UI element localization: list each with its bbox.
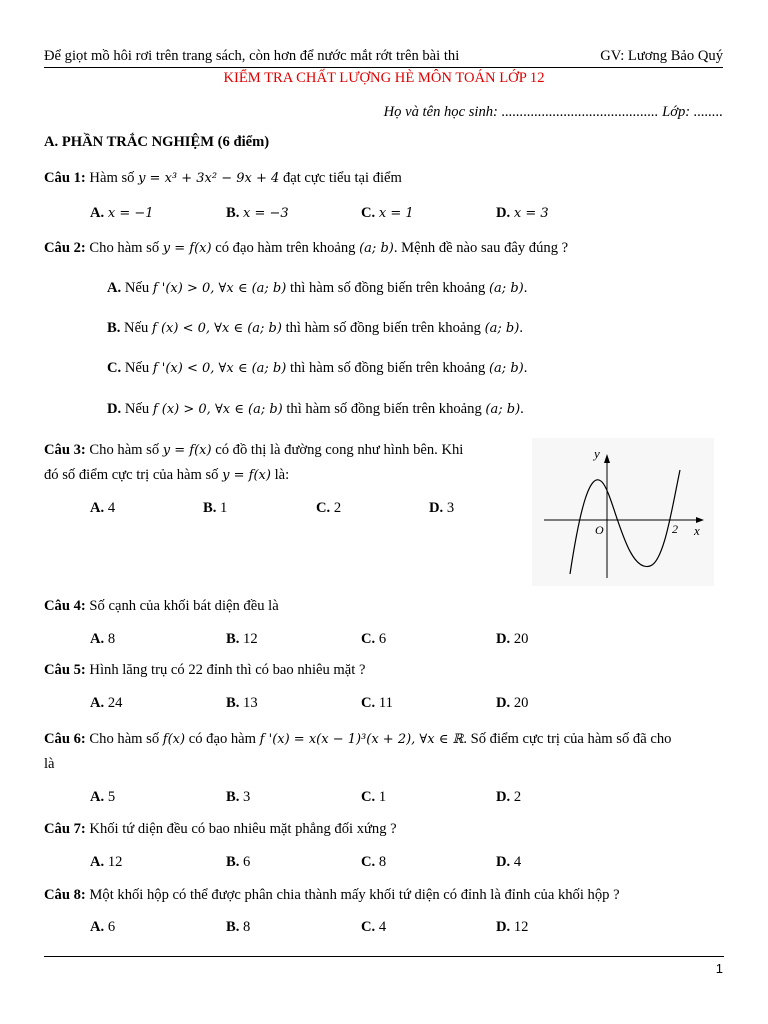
question-text: đạt cực tiểu tại điểm xyxy=(279,170,402,186)
math-expression: (a; b) xyxy=(488,281,524,296)
option-c[interactable] xyxy=(361,854,386,871)
option-text: x = 3 xyxy=(513,206,549,221)
header-divider xyxy=(44,67,723,68)
option-text: 8 xyxy=(243,919,251,935)
question-text: . Số điểm cực trị của hàm số đã cho xyxy=(463,731,672,747)
option-text: 12 xyxy=(243,631,258,647)
question-8 xyxy=(44,887,620,904)
question-text: Một khối hộp có thể được phân chia thành mấy khối tứ diện có đỉnh là đỉnh của khối hộp ? xyxy=(89,887,620,903)
origin-label: O xyxy=(595,523,604,537)
option-text: 2 xyxy=(333,500,342,516)
option-b[interactable] xyxy=(226,919,250,936)
option-key: A. xyxy=(90,205,105,221)
math-expression: f (x) > 0, ∀x ∈ (a; b) xyxy=(152,402,283,417)
option-key: C. xyxy=(361,631,376,647)
option-text: x = 1 xyxy=(378,206,414,221)
option-a[interactable] xyxy=(90,205,154,222)
math-expression: y = f(x) xyxy=(222,468,271,483)
option-key: C. xyxy=(361,205,376,221)
math-expression: f '(x) < 0, ∀x ∈ (a; b) xyxy=(152,361,287,376)
option-key: C. xyxy=(361,695,376,711)
option-text: thì hàm số đồng biến trên khoảng xyxy=(282,401,486,417)
option-text: 5 xyxy=(107,789,116,805)
option-b[interactable] xyxy=(226,854,250,871)
option-end: . xyxy=(523,280,528,296)
option-text: 4 xyxy=(107,500,116,516)
option-key: D. xyxy=(496,919,511,935)
option-text: 13 xyxy=(243,695,258,711)
option-key: A. xyxy=(90,789,105,805)
option-key: A. xyxy=(90,854,105,870)
question-6 xyxy=(44,731,671,748)
math-expression: y = f(x) xyxy=(162,241,212,256)
header-teacher: GV: Lương Bảo Quý xyxy=(600,48,723,64)
question-4 xyxy=(44,598,279,615)
math-expression: f '(x) = x(x − 1)³(x + 2), ∀x ∈ ℝ xyxy=(259,732,464,747)
page-number: 1 xyxy=(715,961,723,976)
option-text: Nếu xyxy=(121,360,153,376)
option-text: 20 xyxy=(513,695,529,711)
option-key: C. xyxy=(361,919,376,935)
option-b[interactable] xyxy=(226,205,289,222)
option-key: D. xyxy=(429,500,444,516)
option-key: C. xyxy=(316,500,331,516)
question-label: Câu 6: xyxy=(44,731,86,747)
option-text: 1 xyxy=(378,789,387,805)
option-b[interactable] xyxy=(226,631,258,648)
option-d[interactable] xyxy=(429,500,454,517)
y-axis-label: y xyxy=(594,446,600,461)
option-text: Nếu xyxy=(121,401,153,417)
question-label: Câu 8: xyxy=(44,887,86,903)
option-key: B. xyxy=(226,789,240,805)
option-b[interactable] xyxy=(226,695,258,712)
option-key: D. xyxy=(496,789,511,805)
question-text: Hình lăng trụ có 22 đỉnh thì có bao nhiêu mặt ? xyxy=(89,662,366,678)
option-text: 12 xyxy=(513,919,529,935)
option-d[interactable] xyxy=(496,919,528,936)
section-title: A. PHẦN TRẮC NGHIỆM (6 điểm) xyxy=(44,134,270,150)
option-d[interactable] xyxy=(496,854,521,871)
question-3 xyxy=(44,442,463,459)
option-text: 4 xyxy=(378,919,387,935)
option-key: B. xyxy=(107,320,121,336)
x-axis-label: x xyxy=(694,523,700,538)
question-label: Câu 2: xyxy=(44,240,86,256)
option-c[interactable] xyxy=(316,500,341,517)
option-a[interactable] xyxy=(90,500,115,517)
footer-divider xyxy=(44,956,724,957)
option-text: 4 xyxy=(513,854,522,870)
question-text: Hàm số xyxy=(89,170,139,186)
function-graph xyxy=(532,438,714,586)
question-1 xyxy=(44,170,402,187)
option-b[interactable] xyxy=(203,500,227,517)
option-key: B. xyxy=(226,695,240,711)
option-a[interactable] xyxy=(90,854,122,871)
math-expression: (a; b) xyxy=(485,402,521,417)
question-label: Câu 4: xyxy=(44,598,86,614)
option-text: 1 xyxy=(220,500,228,516)
question-3-line2 xyxy=(44,467,289,484)
option-text: 3 xyxy=(446,500,455,516)
option-key: D. xyxy=(107,401,122,417)
option-a[interactable] xyxy=(90,789,115,806)
option-c[interactable] xyxy=(361,205,414,222)
option-key: B. xyxy=(226,631,240,647)
option-key: B. xyxy=(226,205,240,221)
math-expression: f(x) xyxy=(162,732,186,747)
question-7 xyxy=(44,821,397,838)
question-text: Cho hàm số xyxy=(89,731,163,747)
option-text: 8 xyxy=(378,854,387,870)
option-d[interactable] xyxy=(107,401,524,418)
option-a[interactable] xyxy=(90,631,115,648)
option-text: 11 xyxy=(378,695,393,711)
option-key: D. xyxy=(496,695,511,711)
option-c[interactable] xyxy=(361,789,386,806)
question-text: Số cạnh của khối bát diện đều là xyxy=(89,598,279,614)
option-text: x = −3 xyxy=(243,206,289,221)
question-text: là: xyxy=(270,467,290,483)
option-text: 2 xyxy=(513,789,522,805)
question-2 xyxy=(44,240,568,257)
question-label: Câu 7: xyxy=(44,821,86,837)
option-text: 12 xyxy=(107,854,123,870)
question-text: Khối tứ diện đều có bao nhiêu mặt phẳng đối xứng ? xyxy=(89,821,397,837)
option-text: Nếu xyxy=(120,320,153,336)
tick-label: 2 xyxy=(672,522,678,536)
option-a[interactable] xyxy=(90,695,122,712)
option-key: B. xyxy=(226,919,240,935)
question-5 xyxy=(44,662,365,679)
option-c[interactable] xyxy=(107,360,527,377)
option-text: 20 xyxy=(513,631,529,647)
option-key: A. xyxy=(90,919,105,935)
option-key: C. xyxy=(107,360,122,376)
option-b[interactable] xyxy=(107,320,523,337)
math-expression: f (x) < 0, ∀x ∈ (a; b) xyxy=(152,321,282,336)
option-end: . xyxy=(519,320,523,336)
option-c[interactable] xyxy=(361,631,386,648)
option-key: C. xyxy=(361,854,376,870)
question-text: đó số điểm cực trị của hàm số xyxy=(44,467,223,483)
option-key: B. xyxy=(203,500,217,516)
option-d[interactable] xyxy=(496,695,528,712)
option-key: D. xyxy=(496,631,511,647)
question-6-line2: là xyxy=(44,756,55,772)
student-info-line: Họ và tên học sinh: ........................................... Lớp: ........ xyxy=(383,104,723,120)
option-b[interactable] xyxy=(226,789,250,806)
math-expression: (a; b) xyxy=(359,241,394,256)
option-key: A. xyxy=(90,695,105,711)
option-text: x = −1 xyxy=(107,206,154,221)
option-text: 8 xyxy=(107,631,116,647)
option-text: Nếu xyxy=(121,280,153,296)
option-text: thì hàm số đồng biến trên khoảng xyxy=(281,320,485,336)
option-c[interactable] xyxy=(361,695,393,712)
option-d[interactable] xyxy=(496,631,528,648)
option-text: 6 xyxy=(243,854,251,870)
question-text: có đạo hàm trên khoảng xyxy=(211,240,360,256)
question-text: Cho hàm số xyxy=(89,442,163,458)
question-label: Câu 5: xyxy=(44,662,86,678)
option-a[interactable] xyxy=(90,919,115,936)
option-key: B. xyxy=(226,854,240,870)
question-text: . Mệnh đề nào sau đây đúng ? xyxy=(393,240,569,256)
option-d[interactable] xyxy=(496,205,549,222)
question-text: Cho hàm số xyxy=(89,240,163,256)
option-end: . xyxy=(523,360,528,376)
page-title: KIỂM TRA CHẤT LƯỢNG HÈ MÔN TOÁN LỚP 12 xyxy=(223,70,545,86)
math-expression: f '(x) > 0, ∀x ∈ (a; b) xyxy=(152,281,287,296)
option-key: D. xyxy=(496,205,511,221)
option-key: A. xyxy=(107,280,122,296)
math-expression: y = f(x) xyxy=(162,443,212,458)
option-d[interactable] xyxy=(496,789,521,806)
option-text: 6 xyxy=(378,631,387,647)
math-expression: (a; b) xyxy=(488,361,524,376)
option-key: D. xyxy=(496,854,511,870)
graph-background xyxy=(532,438,714,586)
option-text: thì hàm số đồng biến trên khoảng xyxy=(286,360,489,376)
option-key: A. xyxy=(90,631,105,647)
option-key: A. xyxy=(90,500,105,516)
question-text: có đạo hàm xyxy=(185,731,260,747)
option-key: C. xyxy=(361,789,376,805)
math-expression: (a; b) xyxy=(484,321,520,336)
option-text: 3 xyxy=(243,789,251,805)
option-c[interactable] xyxy=(361,919,386,936)
option-text: thì hàm số đồng biến trên khoảng xyxy=(286,280,489,296)
option-text: 24 xyxy=(107,695,123,711)
option-end: . xyxy=(520,401,524,417)
question-label: Câu 1: xyxy=(44,170,86,186)
math-expression: y = x³ + 3x² − 9x + 4 xyxy=(138,171,280,186)
option-text: 6 xyxy=(107,919,116,935)
option-a[interactable] xyxy=(107,280,527,297)
question-label: Câu 3: xyxy=(44,442,86,458)
header-motto: Để giọt mồ hôi rơi trên trang sách, còn hơn để nước mắt rớt trên bài thi xyxy=(44,48,460,64)
question-text: có đồ thị là đường cong như hình bên. Khi xyxy=(211,442,464,458)
